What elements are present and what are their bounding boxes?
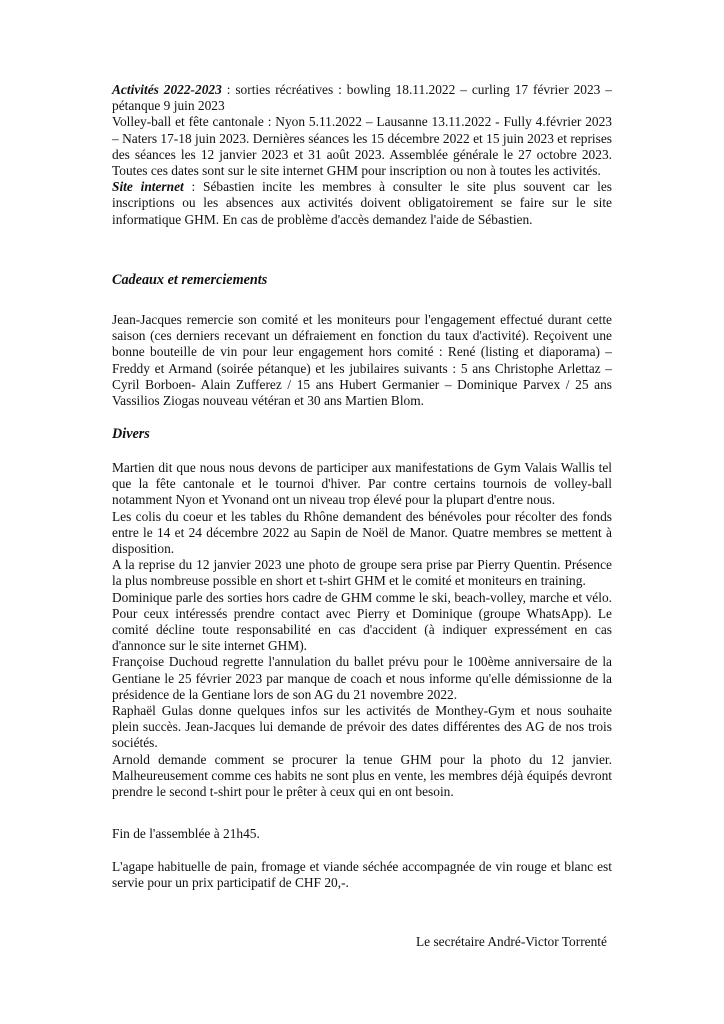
divers-section [112,460,612,800]
cadeaux-section [112,312,612,409]
volley-paragraph: Volley-ball et fête cantonale : Nyon 5.11.2022 – Lausanne 13.11.2022 - Fully 4.février 2023 – Naters 17-18 juin 2023. Dernières séances les 15 décembre 2022 et 15 juin 2023 et reprises des séances les 12 janvier 2023 et 31 août 2023. Assemblée générale le 27 octobre 2023. Toutes ces dates sont sur le site internet GHM pour inscription ou non à toutes les activités. [112,114,612,179]
divers-paragraph: Les colis du coeur et les tables du Rhône demandent des bénévoles pour récolter des fonds entre le 14 et 24 décembre 2022 au Sapin de Noël de Manor. Quatre membres se mettent à disposition. [112,508,612,557]
activities-paragraph [112,82,612,114]
divers-heading: Divers [112,426,150,442]
cadeaux-heading-block [112,272,612,288]
divers-heading-block [112,426,612,442]
activities-section [112,82,612,228]
divers-paragraph: Dominique parle des sorties hors cadre de GHM comme le ski, beach-volley, marche et vélo. Pour ceux intéressés prendre contact avec Pierry et Dominique (groupe WhatsApp). Le comité décline toute responsabilité en cas d'accident (à indiquer expressément en cas d'annonce sur le site internet GHM). [112,589,612,654]
cadeaux-paragraph: Jean-Jacques remercie son comité et les moniteurs pour l'engagement effectué durant cette saison (ces derniers recevant un défraiement en fonction du taux d'activité). Reçoivent une bonne bouteille de vin pour leur engagement hors comité : René (listing et diaporama) – Freddy et Armand (soirée pétanque) et les jubilaires suivants : 5 ans Christophe Arlettaz – Cyril Borboen- Alain Zufferez / 15 ans Hubert Germanier – Dominique Parvex / 25 ans Vassilios Ziogas nouveau vétéran et 30 ans Martien Blom. [112,312,612,409]
divers-paragraph: Arnold demande comment se procurer la tenue GHM pour la photo du 12 janvier. Malheureusement comme ces habits ne sont plus en vente, les membres déjà équipés devront prendre le second t-shirt pour le prêter à ceux qui en ont besoin. [112,751,612,800]
divers-paragraph: Martien dit que nous nous devons de participer aux manifestations de Gym Valais Wallis tel que la fête cantonale et le tournoi d'hiver. Par contre certains tournois de volley-ball notamment Nyon et Yvonand ont un niveau trop élevé pour la plupart d'entre nous. [112,460,612,508]
agape-block [112,859,612,891]
activities-label: Activités 2022-2023 [112,82,222,97]
divers-paragraph: Françoise Duchoud regrette l'annulation du ballet prévu pour le 100ème anniversaire de la Gentiane le 25 février 2023 par manque de coach et nous informe qu'elle démissionne de la présidence de la Gentiane lors de son AG du 21 novembre 2022. [112,654,612,702]
signature: Le secrétaire André-Victor Torrenté [416,934,607,949]
divers-paragraph: Raphaël Gulas donne quelques infos sur les activités de Monthey-Gym et nous souhaite plein succès. Jean-Jacques lui demande de prévoir des dates différentes des AG de nos trois sociétés. [112,703,612,751]
cadeaux-heading: Cadeaux et remerciements [112,272,268,288]
site-label: Site internet [112,179,184,195]
divers-paragraph: A la reprise du 12 janvier 2023 une photo de groupe sera prise par Pierry Quentin. Présence la plus nombreuse possible en short et t-shirt GHM et le comité et moniteurs en training. [112,557,612,589]
activities-text: : sorties récréatives : bowling 18.11.2022 – curling 17 février 2023 – pétanque 9 juin 2023 [112,82,612,114]
fin-paragraph: Fin de l'assemblée à 21h45. [112,826,260,841]
site-paragraph [112,179,612,228]
fin-block [112,826,612,842]
agape-paragraph: L'agape habituelle de pain, fromage et viande séchée accompagnée de vin rouge et blanc est servie pour un prix participatif de CHF 20,-. [112,859,612,891]
site-text: : Sébastien incite les membres à consulter le site plus souvent car les inscriptions ou les absences aux activités doivent obligatoirement se faire sur le site informatique GHM. En cas de problème d'accès demandez l'aide de Sébastien. [112,179,612,227]
